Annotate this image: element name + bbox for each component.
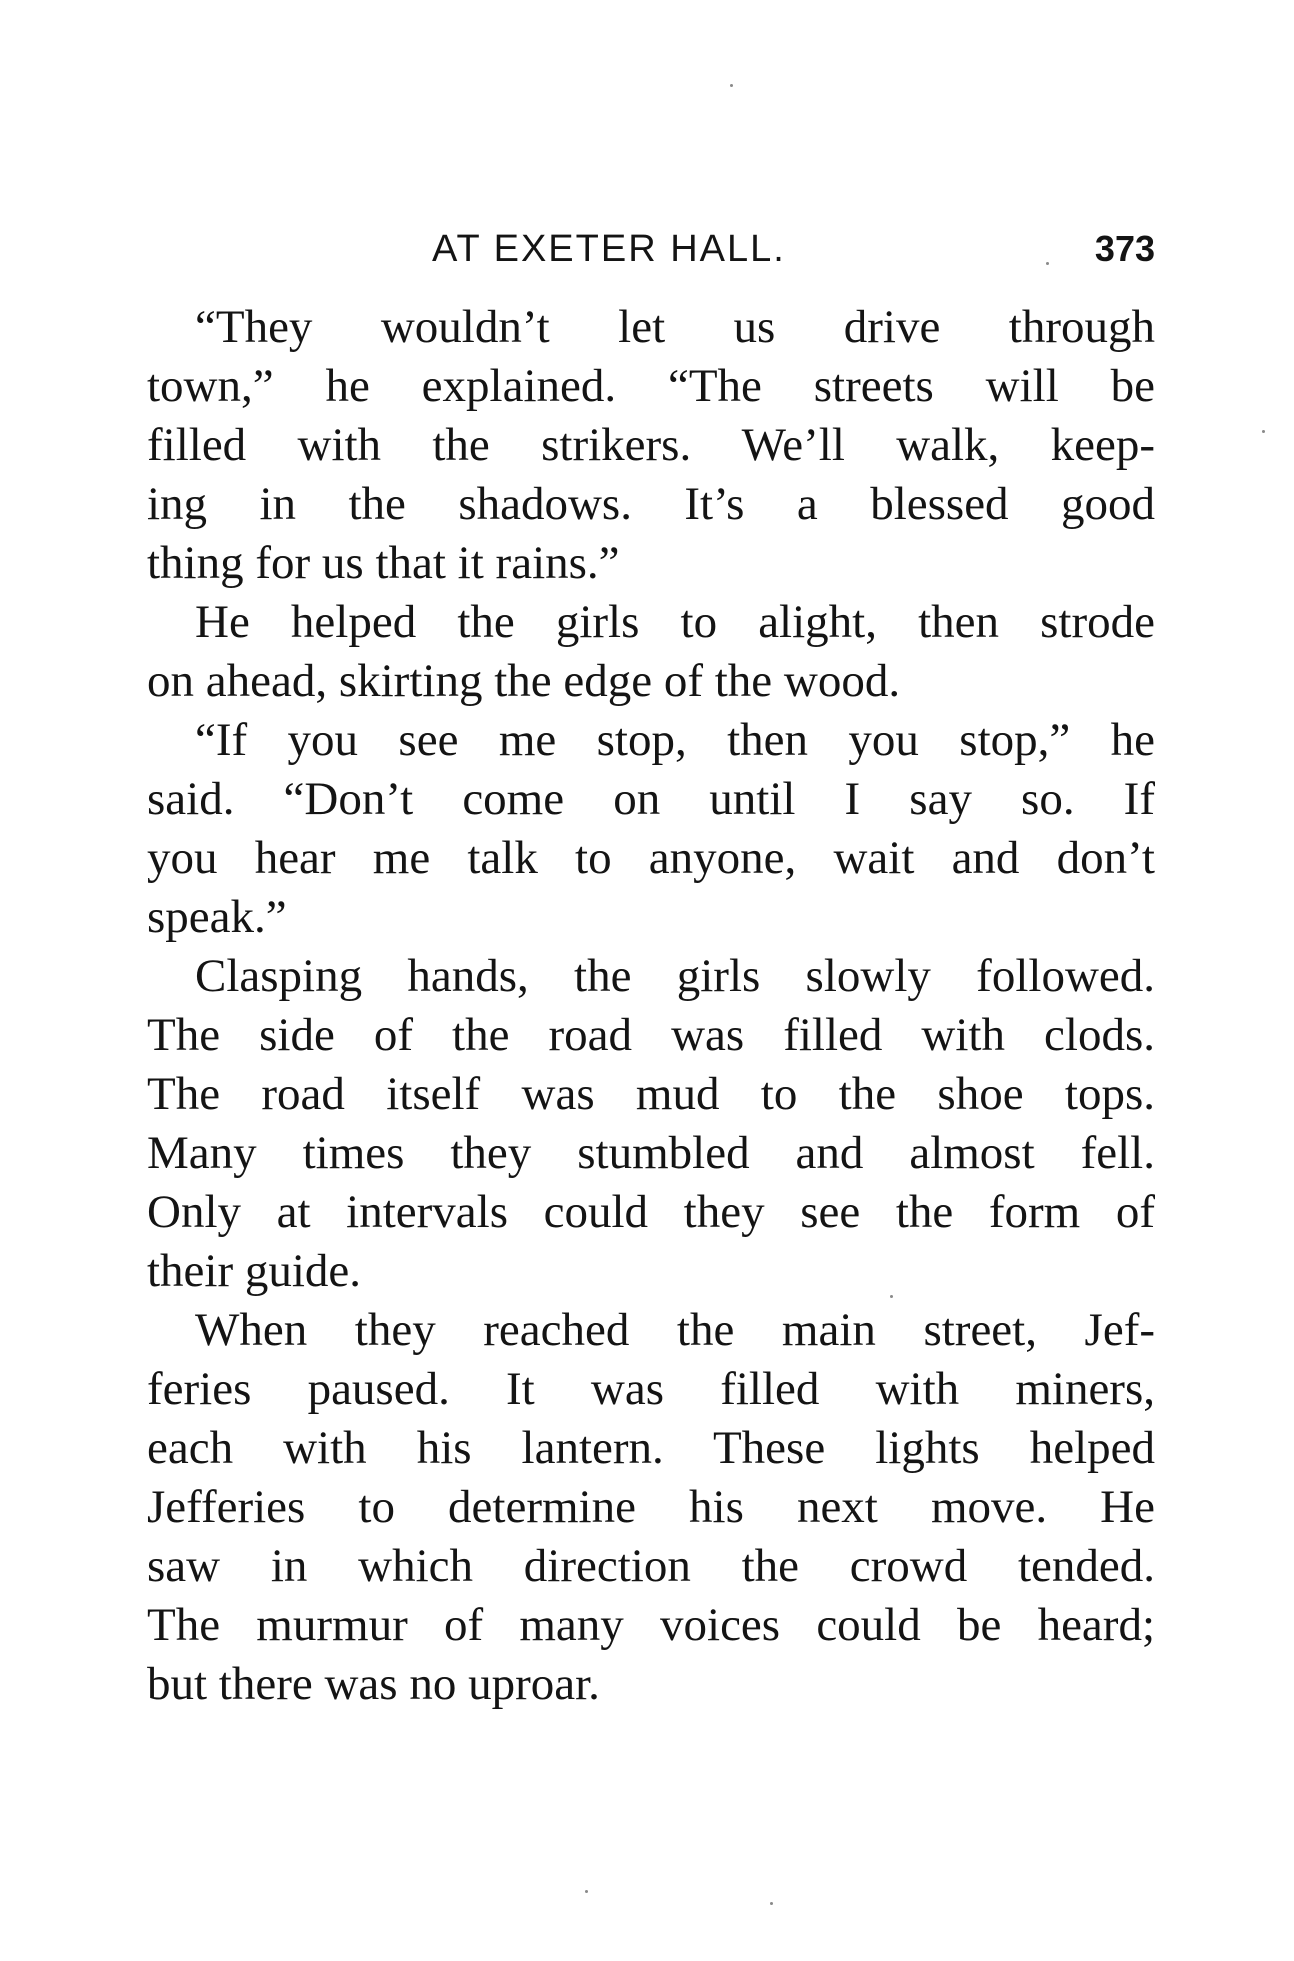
text-line: Clasping hands, the girls slowly followed. — [195, 950, 1155, 1002]
running-head — [147, 224, 1155, 274]
text-line: feries paused. It was filled with miners, — [147, 1363, 1155, 1415]
text-line: town,” he explained. “The streets will be — [147, 360, 1155, 412]
text-line: thing for us that it rains.” — [147, 537, 620, 589]
text-line: filled with the strikers. We’ll walk, keep- — [147, 419, 1155, 471]
page-number: 373 — [1094, 228, 1155, 269]
text-line: “If you see me stop, then you stop,” he — [195, 714, 1155, 766]
text-line: The side of the road was filled with clods. — [147, 1009, 1155, 1061]
print-speck — [730, 84, 733, 87]
paragraph — [147, 711, 1155, 947]
paragraph — [147, 947, 1155, 1301]
text-line: He helped the girls to alight, then strode — [195, 596, 1155, 648]
text-line: Many times they stumbled and almost fell. — [147, 1127, 1155, 1179]
print-speck — [1046, 262, 1049, 265]
text-line: their guide. — [147, 1245, 362, 1297]
text-line: but there was no uproar. — [147, 1658, 600, 1710]
text-line: you hear me talk to anyone, wait and don’t — [147, 832, 1155, 884]
text-line: Only at intervals could they see the form of — [147, 1186, 1155, 1238]
text-line: The murmur of many voices could be heard; — [147, 1599, 1155, 1651]
paragraph — [147, 298, 1155, 593]
print-speck — [1262, 430, 1265, 433]
print-speck — [770, 1902, 773, 1905]
text-line: saw in which direction the crowd tended. — [147, 1540, 1155, 1592]
paragraph — [147, 1301, 1155, 1714]
text-line: ing in the shadows. It’s a blessed good — [147, 478, 1155, 530]
text-line: “They wouldn’t let us drive through — [195, 301, 1155, 353]
text-line: said. “Don’t come on until I say so. If — [147, 773, 1155, 825]
running-head-title: AT EXETER HALL. — [432, 228, 786, 270]
text-line: The road itself was mud to the shoe tops. — [147, 1068, 1155, 1120]
text-line: speak.” — [147, 891, 287, 943]
text-line: on ahead, skirting the edge of the wood. — [147, 655, 901, 707]
paragraph — [147, 593, 1155, 711]
print-speck — [890, 1295, 893, 1298]
text-line: Jefferies to determine his next move. He — [147, 1481, 1155, 1533]
body-text — [147, 298, 1155, 1714]
text-line: each with his lantern. These lights helped — [147, 1422, 1155, 1474]
print-speck — [585, 1890, 588, 1893]
text-line: When they reached the main street, Jef- — [195, 1304, 1155, 1356]
